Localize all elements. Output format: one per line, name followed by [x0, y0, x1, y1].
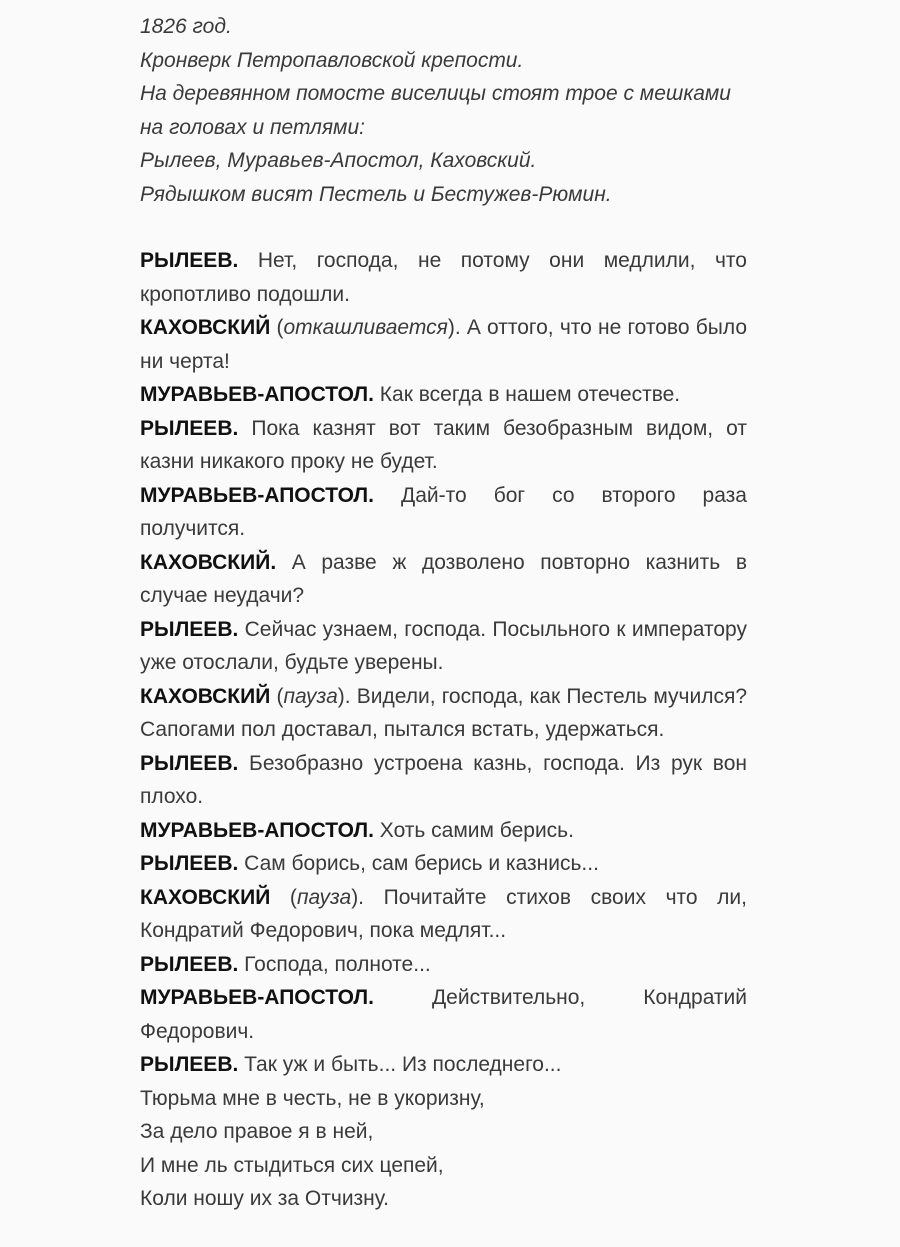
verse — [140, 1082, 747, 1216]
speech-text: Сейчас узнаем, господа. Посыльного к императору уже отослали, будьте уверены. — [140, 617, 747, 674]
stage-direction — [140, 10, 747, 211]
stage-remark: откашливается — [283, 316, 448, 339]
speaker-name: КАХОВСКИЙ — [140, 684, 271, 708]
speaker-name: МУРАВЬЕВ-АПОСТОЛ. — [140, 986, 374, 1009]
dialogue-paragraph — [140, 479, 747, 546]
dialogue-paragraph — [140, 680, 747, 747]
dialogue-paragraph — [140, 747, 747, 814]
verse-line: И мне ль стыдиться сих цепей, — [140, 1153, 444, 1177]
speaker-name: КАХОВСКИЙ. — [140, 550, 277, 574]
stage-remark: пауза — [283, 684, 338, 708]
direction-close: ). — [337, 684, 351, 708]
dialogue-paragraph — [140, 881, 747, 948]
stage-line: Рылеев, Муравьев-Апостол, Каховский. — [140, 149, 537, 172]
speech-text: Безобразно устроена казнь, господа. Из рук вон плохо. — [140, 751, 747, 808]
stage-line: на головах и петлями: — [140, 115, 365, 139]
speaker-name: РЫЛЕЕВ. — [140, 416, 239, 440]
dialogue-paragraph — [140, 546, 747, 613]
speech-text: Действительно, Кондратий Федорович. — [140, 986, 747, 1043]
text-column — [140, 10, 747, 1216]
dialogue-paragraph — [140, 378, 747, 412]
speech-text: Пока казнят вот таким безобразным видом, от казни никакого проку не будет. — [140, 416, 747, 473]
speaker-name: КАХОВСКИЙ — [140, 885, 271, 909]
speaker-name: РЫЛЕЕВ. — [140, 751, 239, 775]
speech-text: Господа, полноте... — [244, 952, 431, 976]
dialogue-paragraph — [140, 1048, 747, 1082]
speech-text: Дай-то бог со второго раза получится. — [140, 483, 747, 540]
dialogue-paragraph — [140, 311, 747, 378]
speech-text: А разве ж дозволено повторно казнить в случае неудачи? — [140, 550, 747, 607]
speech-text: Сам борись, сам берись и казнись... — [244, 852, 599, 875]
speaker-name: КАХОВСКИЙ — [140, 316, 271, 339]
speaker-name: МУРАВЬЕВ-АПОСТОЛ. — [140, 483, 374, 507]
speech-text: Нет, господа, не потому они медлили, что кропотливо подошли. — [140, 249, 747, 306]
speech-text: Так уж и быть... Из последнего... — [244, 1053, 562, 1076]
stage-remark: пауза — [296, 885, 352, 909]
speaker-name: РЫЛЕЕВ. — [140, 952, 239, 976]
dialogue-paragraph — [140, 814, 747, 848]
speech-text: А оттого, что не готово было ни черта! — [140, 316, 747, 373]
dialogue — [140, 244, 747, 1082]
dialogue-paragraph — [140, 847, 747, 881]
speaker-name: РЫЛЕЕВ. — [140, 249, 239, 272]
stage-line: Рядышком висят Пестель и Бестужев-Рюмин. — [140, 182, 612, 206]
direction-close: ). — [447, 316, 461, 339]
dialogue-paragraph — [140, 244, 747, 311]
speaker-name: РЫЛЕЕВ. — [140, 1053, 239, 1076]
verse-line: Коли ношу их за Отчизну. — [140, 1187, 390, 1210]
direction-open: ( — [270, 885, 297, 909]
speaker-name: МУРАВЬЕВ-АПОСТОЛ. — [140, 818, 374, 842]
dialogue-paragraph — [140, 981, 747, 1048]
speaker-name: РЫЛЕЕВ. — [140, 852, 239, 875]
speaker-name: МУРАВЬЕВ-АПОСТОЛ. — [140, 383, 374, 406]
speech-text: Хоть самим берись. — [379, 818, 574, 842]
speech-text: Видели, господа, как Пестель мучился? Сапогами пол доставал, пытался встать, удержаться. — [140, 684, 747, 741]
dialogue-paragraph — [140, 948, 747, 982]
direction-open: ( — [270, 684, 284, 708]
dialogue-paragraph — [140, 412, 747, 479]
speaker-name: РЫЛЕЕВ. — [140, 617, 239, 641]
direction-close: ). — [351, 885, 365, 909]
stage-line: 1826 год. — [140, 15, 232, 38]
stage-line: На деревянном помосте виселицы стоят трое с мешками — [140, 82, 731, 105]
direction-open: ( — [270, 316, 284, 339]
spacer — [140, 211, 747, 244]
dialogue-paragraph — [140, 613, 747, 680]
speech-text: Как всегда в нашем отечестве. — [379, 383, 681, 406]
speech-text: Почитайте стихов своих что ли, Кондратий Федорович, пока медлят... — [140, 885, 747, 942]
verse-line: За дело правое я в ней, — [140, 1120, 374, 1143]
verse-line: Тюрьма мне в честь, не в укоризну, — [140, 1086, 485, 1110]
stage-line: Кронверк Петропавловской крепости. — [140, 48, 524, 72]
